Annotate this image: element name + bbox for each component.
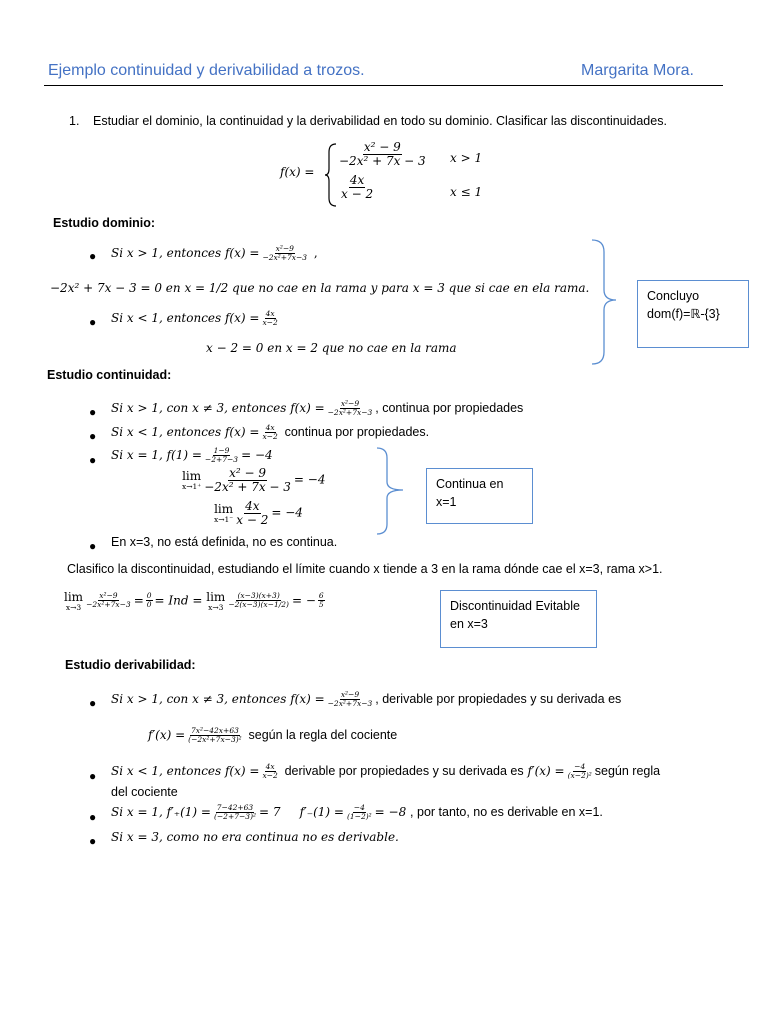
bullet-icon: ● — [89, 249, 97, 263]
bullet-icon: ● — [89, 405, 97, 419]
branch2-numerator: 4x — [349, 173, 365, 187]
bullet-icon: ● — [89, 834, 97, 848]
header-rule — [44, 85, 723, 86]
page-title: Ejemplo continuidad y derivabilidad a trozos. — [48, 62, 365, 79]
function-label: f(x) = — [280, 165, 315, 179]
section-heading-dominio: Estudio dominio: — [53, 216, 156, 230]
dominio-right-brace — [590, 238, 620, 368]
continuidad-bullet4: En x=3, no está definida, no es continua. — [111, 535, 338, 549]
branch2-fraction — [340, 174, 374, 200]
branch1-condition: x > 1 — [450, 151, 483, 165]
bullet-icon: ● — [89, 769, 97, 783]
derivabilidad-bullet4: Si x = 3, como no era continua no es derivable. — [111, 830, 399, 844]
bullet-icon: ● — [89, 539, 97, 553]
continuidad-bullet1: Si x > 1, con x ≠ 3, entonces f(x) = $\frac{\text{x²−9}}{\text{−2x²+7x−3}}$ , continua por propiedades — [111, 399, 524, 417]
clasifico-box-line2: en x=3 — [450, 617, 488, 632]
bullet-icon: ● — [89, 315, 97, 329]
dominio-equation-line1: −2x² + 7x − 3 = 0 en x = 1/2 que no cae en la rama y para x = 3 que si cae en ela rama. — [50, 281, 590, 295]
problem-number: 1. — [69, 114, 80, 128]
derivabilidad-bullet2-continuation: del cociente — [111, 785, 178, 799]
derivabilidad-bullet3: Si x = 1, f′₊(1) = $\frac{7-42+63}{\text{(−2+7−3)²}}$ = 7 f′₋(1) = $\frac{-4}{\text{(1−2)²}}$ = −8 , por tanto, no es derivable en x=1. — [111, 803, 603, 821]
branch2-condition: x ≤ 1 — [450, 185, 483, 199]
section-heading-continuidad: Estudio continuidad: — [47, 368, 172, 382]
derivabilidad-derivative1: f′(x) = $\frac{\text{7x²−42x+63}}{\text{(−2x²+7x−3)²}}$ según la regla del cociente — [148, 726, 398, 744]
problem-statement: Estudiar el dominio, la continuidad y la derivabilidad en todo su dominio. Clasificar las discontinuidades. — [93, 114, 667, 128]
clasifico-conclusion-box — [440, 590, 597, 648]
derivabilidad-bullet2: Si x < 1, entonces f(x) = $\frac{4x}{x-2}$ derivable por propiedades y su derivada es f′(x) = $\frac{-4}{\text{(x−2)²}}$ según regla — [111, 762, 661, 780]
branch1-numerator: x² − 9 — [363, 140, 401, 154]
dominio-equation-line2: x − 2 = 0 en x = 2 que no cae en la rama — [206, 341, 457, 355]
continuidad-bullet3: Si x = 1, f(1) = $\frac{1-9}{-2+7-3}$ = −4 — [111, 446, 273, 464]
bullet-icon: ● — [89, 453, 97, 467]
section-heading-derivabilidad: Estudio derivabilidad: — [65, 658, 196, 672]
dominio-bullet1: Si x > 1, entonces f(x) = $\frac{\text{x²−9}}{\text{−2x²+7x−3}}$ , — [111, 244, 318, 262]
bullet-icon: ● — [89, 810, 97, 824]
dominio-bullet2: Si x < 1, entonces f(x) = $\frac{4x}{x-2}$ — [111, 309, 278, 327]
branch2-denominator: x − 2 — [341, 186, 374, 201]
clasifico-text: Clasifico la discontinuidad, estudiando el límite cuando x tiende a 3 en la rama dónde cae el x=3, rama x>1. — [67, 562, 663, 576]
continuidad-bullet2: Si x < 1, entonces f(x) = $\frac{4x}{x-2}$ continua por propiedades. — [111, 423, 430, 441]
bullet-icon: ● — [89, 696, 97, 710]
author-name: Margarita Mora. — [581, 62, 694, 79]
clasifico-limit: lim x→3 $\frac{\text{x²−9}}{\text{−2x²+7x−3}}$ = $\frac{0}{0}$ = Ind = lim x→3 $\frac{(x-3)(x+3)}{-2(x-3)(x-1/2)}$ = − $\frac{6}{5}$ — [64, 590, 324, 612]
continuidad-limit-right: lim x→1⁺ $\frac{\text{x² − 9}}{\text{−2x² + 7x − 3}}$ = −4 — [182, 466, 326, 494]
continuidad-limit-left: lim x→1⁻ $\frac{4x}{x - 2}$ = −4 — [214, 499, 303, 527]
continuidad-conclusion-box — [426, 468, 533, 524]
bullet-icon: ● — [89, 429, 97, 443]
branch1-fraction — [338, 141, 427, 167]
dominio-conclusion-box — [637, 280, 749, 348]
branch1-denominator: −2x² + 7x − 3 — [339, 153, 426, 168]
derivabilidad-bullet1: Si x > 1, con x ≠ 3, entonces f(x) = $\frac{\text{x²−9}}{\text{−2x²+7x−3}}$ , derivable por propiedades y su derivada es — [111, 690, 622, 708]
continuidad-right-brace — [375, 446, 407, 536]
clasifico-box-line1: Discontinuidad Evitable — [450, 599, 580, 613]
continuidad-box-line1: Continua en — [436, 477, 504, 491]
continuidad-box-line2: x=1 — [436, 495, 457, 510]
dominio-box-line1: Concluyo — [647, 289, 700, 303]
piecewise-brace — [324, 142, 338, 208]
dominio-box-line2: dom(f)=ℝ-{3} — [647, 307, 720, 322]
